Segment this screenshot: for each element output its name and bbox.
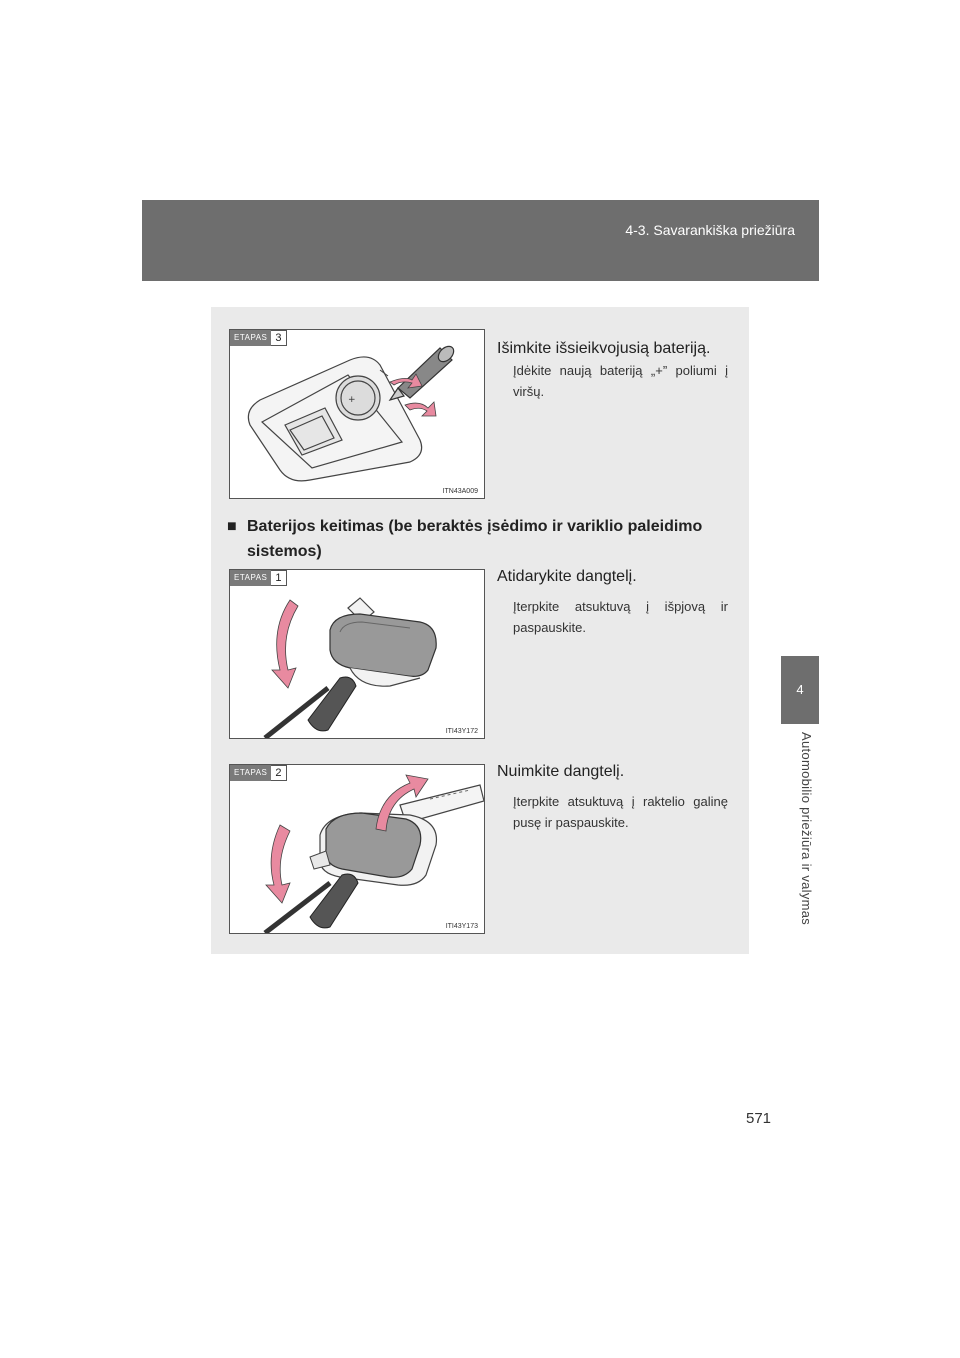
- step-title: Išimkite išsieikvojusią bateriją.: [497, 340, 711, 357]
- svg-text:+: +: [348, 395, 356, 405]
- step-description: Įdėkite naują bateriją „+” poliumi į viršų.: [513, 363, 728, 399]
- step-badge: [230, 570, 287, 586]
- figure-remove-cover: [229, 764, 485, 934]
- header-band: [142, 200, 819, 281]
- section-title: 4-3. Savarankiška priežiūra: [625, 222, 795, 238]
- remove-cover-illustration: [230, 765, 485, 934]
- step-badge-number: 1: [271, 570, 286, 586]
- figure-remove-battery: [229, 329, 485, 499]
- step-badge: [230, 330, 287, 346]
- section-heading-line2: sistemos): [247, 543, 322, 560]
- step-badge-number: 2: [271, 765, 286, 781]
- section-heading: [227, 514, 737, 564]
- step-title: Nuimkite dangtelį.: [497, 763, 625, 780]
- battery-removal-illustration: [230, 330, 485, 499]
- open-cover-illustration: [230, 570, 485, 739]
- page-number: 571: [746, 1110, 772, 1127]
- step-badge-number: 3: [271, 330, 286, 346]
- figure-code: ITI43Y172: [445, 728, 478, 735]
- bullet-square: ■: [227, 518, 237, 535]
- chapter-tab: 4: [781, 656, 819, 724]
- step-badge-label: ETAPAS: [230, 765, 271, 781]
- section-heading-line1: Baterijos keitimas (be beraktės įsėdimo ir variklio paleidimo: [247, 518, 703, 535]
- step-description: Įterpkite atsuktuvą į išpjovą ir paspauskite.: [513, 599, 728, 635]
- step-badge-label: ETAPAS: [230, 330, 271, 346]
- figure-open-cover: [229, 569, 485, 739]
- figure-code: ITN43A009: [442, 488, 478, 495]
- step-title: Atidarykite dangtelį.: [497, 568, 637, 585]
- step-badge: [230, 765, 287, 781]
- step-badge-label: ETAPAS: [230, 570, 271, 586]
- chapter-label: Automobilio priežiūra ir valymas: [799, 732, 814, 926]
- step-description: Įterpkite atsuktuvą į raktelio galinę pusę ir paspauskite.: [513, 794, 728, 830]
- figure-code: ITI43Y173: [445, 923, 478, 930]
